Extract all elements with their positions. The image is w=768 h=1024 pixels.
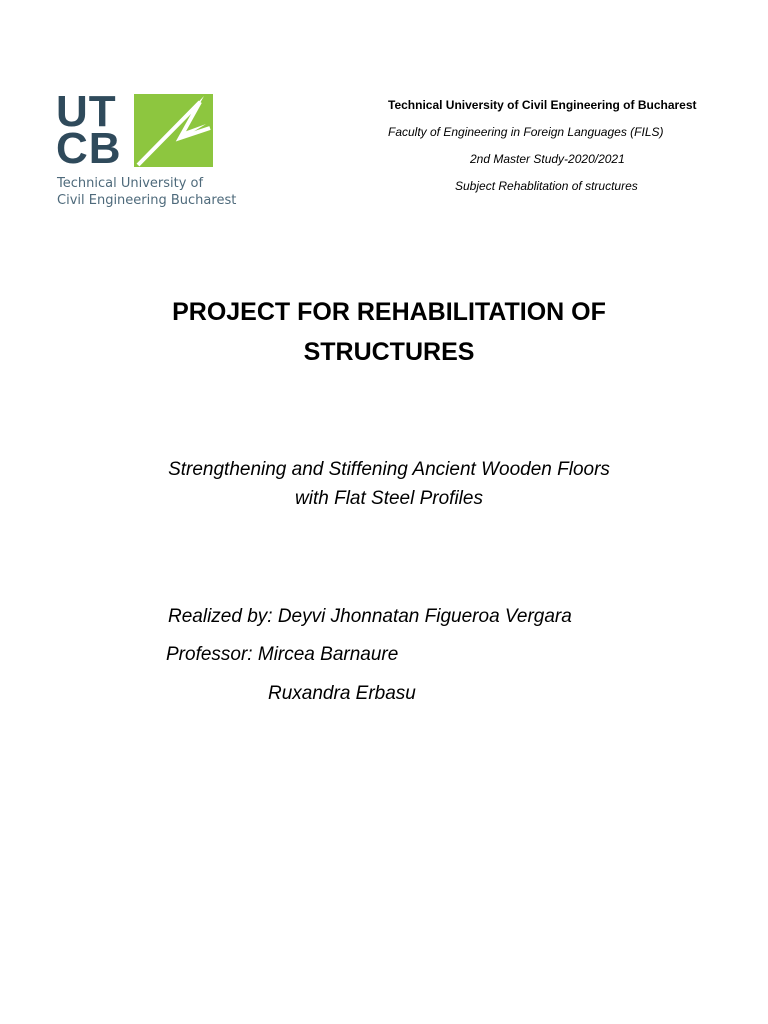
- university-name: Technical University of Civil Engineering of Bucharest: [388, 98, 697, 112]
- logo-letters-top: UT: [56, 87, 117, 136]
- professor-1: Professor: Mircea Barnaure: [166, 644, 399, 665]
- page-subtitle: [0, 455, 768, 513]
- subtitle-line2: with Flat Steel Profiles: [295, 488, 483, 509]
- subject-name: Subject Rehablitation of structures: [455, 179, 638, 193]
- realized-by: Realized by: Deyvi Jhonnatan Figueroa Vergara: [168, 606, 572, 627]
- logo-mark-icon: [134, 94, 213, 167]
- subtitle-line1: Strengthening and Stiffening Ancient Wooden Floors: [168, 459, 610, 480]
- logo-caption-line2: Civil Engineering Bucharest: [57, 193, 237, 208]
- page-title: [0, 292, 768, 372]
- logo-caption-line1: Technical University of: [57, 176, 204, 191]
- logo-caption: [57, 175, 236, 209]
- title-line2: STRUCTURES: [303, 338, 475, 366]
- study-program: 2nd Master Study-2020/2021: [470, 152, 625, 166]
- logo-letters-bottom: CB: [56, 124, 122, 173]
- logo-letters: [56, 87, 122, 173]
- title-line1: PROJECT FOR REHABILITATION OF: [172, 298, 606, 326]
- professor-2: Ruxandra Erbasu: [268, 683, 416, 704]
- faculty-name: Faculty of Engineering in Foreign Languages (FILS): [388, 125, 664, 139]
- utcb-logo: [56, 87, 246, 212]
